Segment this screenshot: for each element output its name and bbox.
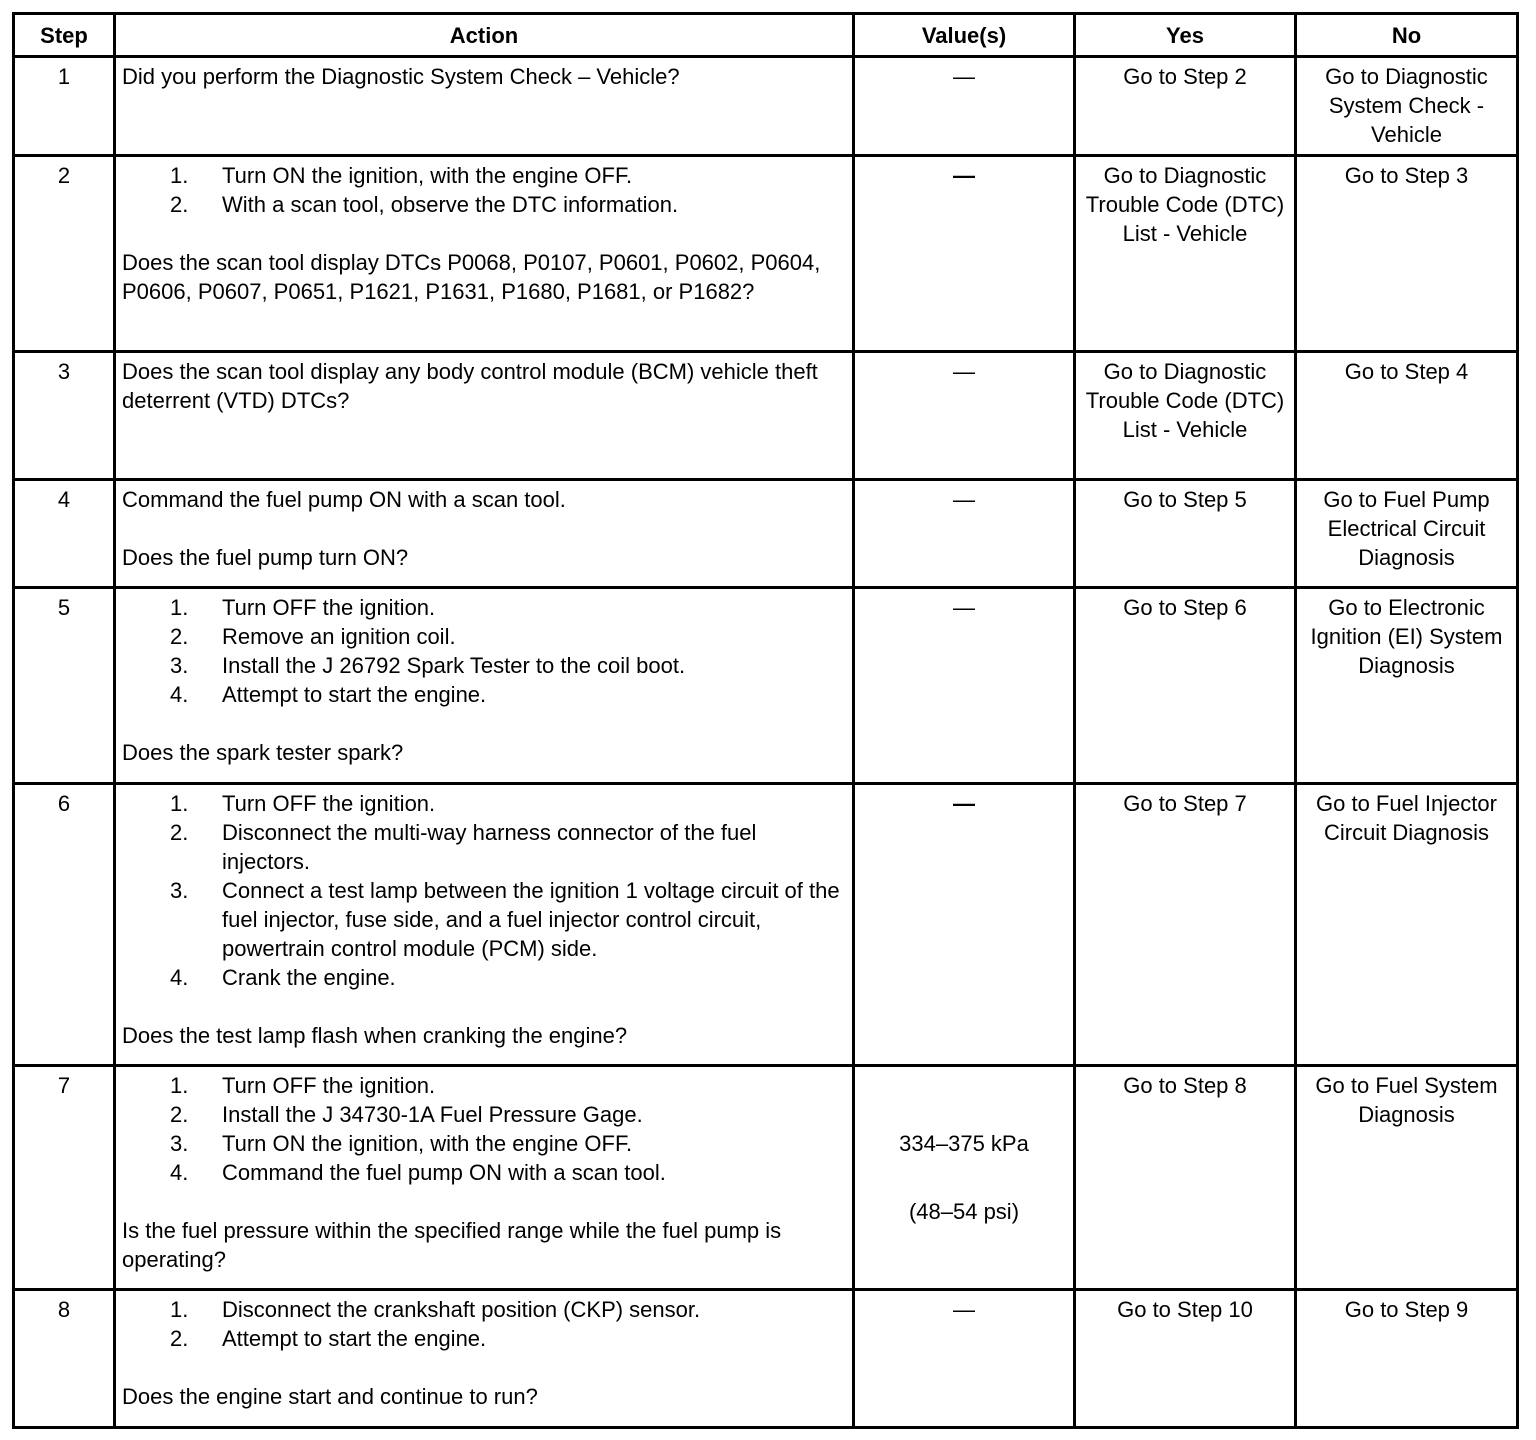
value-psi: (48–54 psi): [908, 1199, 1020, 1224]
procedure-step: 1. Turn OFF the ignition.: [170, 595, 436, 620]
step-number: 7: [14, 1066, 115, 1290]
no-cell: Go to Diagnostic System Check - Vehicle: [1296, 57, 1518, 156]
procedure-list: [170, 1071, 846, 1187]
action-question: Does the test lamp flash when cranking the engine?: [122, 1023, 628, 1048]
value-cell: [854, 1066, 1075, 1290]
no-cell: Go to Step 3: [1296, 156, 1518, 352]
header-values: Value(s): [854, 14, 1075, 57]
yes-cell: Go to Step 5: [1075, 480, 1296, 588]
procedure-list: [170, 593, 846, 709]
action-cell: [115, 480, 854, 588]
procedure-step: 4. Command the fuel pump ON with a scan tool.: [170, 1160, 666, 1185]
procedure-step: 2. Remove an ignition coil.: [170, 624, 456, 649]
header-no: No: [1296, 14, 1518, 57]
step-number: 6: [14, 784, 115, 1066]
procedure-list: [170, 161, 846, 219]
value-cell: [854, 588, 1075, 784]
procedure-step: 2. With a scan tool, observe the DTC information.: [170, 192, 679, 217]
step-number: 2: [14, 156, 115, 352]
table-row: [14, 1290, 1518, 1428]
value-cell: [854, 156, 1075, 352]
value-text: —: [953, 359, 975, 384]
action-question: Did you perform the Diagnostic System Check – Vehicle?: [122, 64, 680, 89]
no-cell: Go to Fuel System Diagnosis: [1296, 1066, 1518, 1290]
step-number: 5: [14, 588, 115, 784]
procedure-step: 4. Attempt to start the engine.: [170, 682, 487, 707]
no-cell: Go to Step 4: [1296, 352, 1518, 480]
value-text: —: [953, 64, 975, 89]
table-row: [14, 57, 1518, 156]
procedure-list: [170, 1295, 846, 1353]
no-cell: Go to Fuel Pump Electrical Circuit Diagnosis: [1296, 480, 1518, 588]
table-row: [14, 480, 1518, 588]
value-cell: [854, 352, 1075, 480]
action-cell: [115, 57, 854, 156]
value-text: —: [953, 791, 975, 816]
yes-cell: Go to Step 10: [1075, 1290, 1296, 1428]
procedure-step: 2. Disconnect the multi-way harness connector of the fuel injectors.: [170, 820, 757, 874]
procedure-step: 4. Crank the engine.: [170, 965, 396, 990]
action-question: Does the engine start and continue to run?: [122, 1384, 538, 1409]
value-text: —: [953, 595, 975, 620]
step-number: 1: [14, 57, 115, 156]
table-row: [14, 156, 1518, 352]
step-number: 8: [14, 1290, 115, 1428]
header-row: [14, 14, 1518, 57]
action-instruction: Command the fuel pump ON with a scan tool.: [122, 487, 566, 512]
yes-cell: Go to Step 6: [1075, 588, 1296, 784]
action-cell: [115, 352, 854, 480]
procedure-step: 1. Turn OFF the ignition.: [170, 1073, 436, 1098]
procedure-step: 2. Attempt to start the engine.: [170, 1326, 487, 1351]
action-cell: [115, 1290, 854, 1428]
action-cell: [115, 1066, 854, 1290]
step-number: 4: [14, 480, 115, 588]
action-cell: [115, 588, 854, 784]
table-row: [14, 352, 1518, 480]
value-cell: [854, 784, 1075, 1066]
procedure-step: 1. Turn OFF the ignition.: [170, 791, 436, 816]
action-question: Is the fuel pressure within the specified range while the fuel pump is operating?: [122, 1218, 782, 1272]
header-step: Step: [14, 14, 115, 57]
procedure-step: 1. Disconnect the crankshaft position (CKP) sensor.: [170, 1297, 701, 1322]
value-text: —: [953, 163, 975, 188]
yes-cell: Go to Step 2: [1075, 57, 1296, 156]
procedure-list: [170, 789, 846, 992]
yes-cell: Go to Step 8: [1075, 1066, 1296, 1290]
no-cell: Go to Electronic Ignition (EI) System Diagnosis: [1296, 588, 1518, 784]
header-yes: Yes: [1075, 14, 1296, 57]
value-cell: [854, 480, 1075, 588]
action-question: Does the fuel pump turn ON?: [122, 545, 409, 570]
step-number: 3: [14, 352, 115, 480]
table-row: [14, 1066, 1518, 1290]
procedure-step: 3. Connect a test lamp between the ignition 1 voltage circuit of the fuel injector, fuse side, and a fuel injector control circuit, powertrain control module (PCM) side.: [170, 878, 840, 961]
action-cell: [115, 784, 854, 1066]
procedure-step: 3. Turn ON the ignition, with the engine OFF.: [170, 1131, 633, 1156]
no-cell: Go to Fuel Injector Circuit Diagnosis: [1296, 784, 1518, 1066]
action-question: Does the scan tool display DTCs P0068, P0107, P0601, P0602, P0604, P0606, P0607, P0651, P1621, P1631, P1680, P1681, or P1682?: [122, 250, 821, 304]
header-action: Action: [115, 14, 854, 57]
action-question: Does the scan tool display any body control module (BCM) vehicle theft deterrent (VTD) DTCs?: [122, 359, 818, 413]
procedure-step: 3. Install the J 26792 Spark Tester to the coil boot.: [170, 653, 686, 678]
value-cell: [854, 57, 1075, 156]
action-question: Does the spark tester spark?: [122, 740, 404, 765]
value-cell: [854, 1290, 1075, 1428]
value-kpa: 334–375 kPa: [899, 1131, 1029, 1156]
yes-cell: Go to Step 7: [1075, 784, 1296, 1066]
value-text: —: [953, 487, 975, 512]
procedure-step: 2. Install the J 34730-1A Fuel Pressure Gage.: [170, 1102, 643, 1127]
no-cell: Go to Step 9: [1296, 1290, 1518, 1428]
value-text: —: [953, 1297, 975, 1322]
table-row: [14, 784, 1518, 1066]
yes-cell: Go to Diagnostic Trouble Code (DTC) List - Vehicle: [1075, 352, 1296, 480]
diagnostic-table: [12, 12, 1519, 1429]
action-cell: [115, 156, 854, 352]
table-row: [14, 588, 1518, 784]
procedure-step: 1. Turn ON the ignition, with the engine OFF.: [170, 163, 633, 188]
yes-cell: Go to Diagnostic Trouble Code (DTC) List - Vehicle: [1075, 156, 1296, 352]
